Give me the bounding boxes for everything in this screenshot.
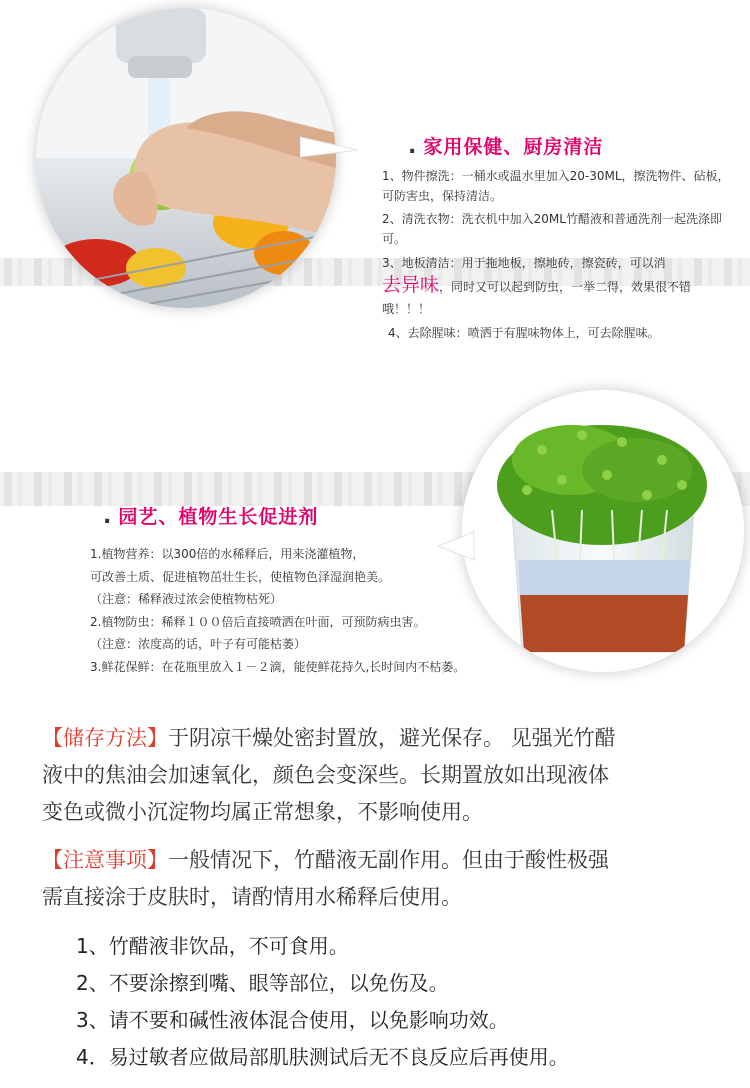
storage-label: 【储存方法】 [42,726,168,750]
garden-note-1: （注意：稀释液过浓会使植物枯死） [90,592,283,606]
garden-item-1: 1.植物营养：以300倍的水稀释后，用来浇灌植物， [90,547,365,561]
kitchen-photo-bubble [36,8,336,308]
hands-washing-vegetables-icon [36,8,336,308]
caution-item-3: 3、请不要和碱性液体混合使用，以免影响功效。 [76,1008,509,1032]
home-item-1: 1、物件擦洗：一桶水或温水里加入20-30ML，擦洗物件、砧板，可防害虫，保持清洁。 [382,169,730,203]
home-item-4: 4、去除腥味：喷洒于有腥味物体上，可去除腥味。 [388,326,660,340]
caution-line-1: 一般情况下，竹醋液无副作用。但由于酸性极强 [168,848,609,872]
garden-item-2: 2.植物防虫：稀释１００倍后直接喷洒在叶面，可预防病虫害。 [90,614,426,629]
section-home-title: . 家用保健、厨房清洁 [408,134,604,159]
caution-item-2: 2、不要涂擦到嘴、眼等部位，以免伤及。 [76,971,449,995]
storage-notice [42,720,732,831]
storage-line-2: 液中的焦油会加速氧化，颜色会变深些。长期置放如出现液体 [42,763,609,787]
caution-list [76,928,736,1076]
plant-photo-bubble [462,390,744,672]
garden-note-2: （注意：浓度高的话，叶子有可能枯萎） [90,637,307,651]
home-item-3: 3、地板清洁：用于拖地板，擦地砖，擦瓷砖，可以消 去异味，同时又可以起到防虫，一举二得，效果很不错哦！！！ [382,256,692,316]
storage-line-3: 变色或微小沉淀物均属正常想象，不影响使用。 [42,800,483,824]
caution-line-2: 需直接涂于皮肤时，请酌情用水稀释后使用。 [42,885,462,909]
section-garden-title: . 园艺、植物生长促进剂 [103,504,319,529]
garden-item-3: 3.鲜花保鲜：在花瓶里放入１－２滴，能使鲜花持久,长时间内不枯萎。 [90,659,466,674]
caution-item-4: 4．易过敏者应做局部肌肤测试后无不良反应后再使用。 [76,1045,569,1069]
caution-notice [42,842,732,916]
home-item-2: 2、清洗衣物：洗衣机中加入20ML竹醋液和普通洗剂一起洗涤即可。 [382,212,722,246]
caution-item-1: 1、竹醋液非饮品，不可食用。 [76,934,349,958]
garden-item-1b: 可改善土质、促进植物茁壮生长，使植物色泽湿润艳美。 [90,569,391,584]
sprouts-in-glass-pot-icon [462,390,744,672]
bubble-tail [300,132,360,162]
section-garden-text [90,543,490,678]
caution-label: 【注意事项】 [42,848,168,872]
storage-line-1: 于阴凉干燥处密封置放，避光保存。 见强光竹醋 [168,726,616,750]
section-home-text [382,166,732,346]
